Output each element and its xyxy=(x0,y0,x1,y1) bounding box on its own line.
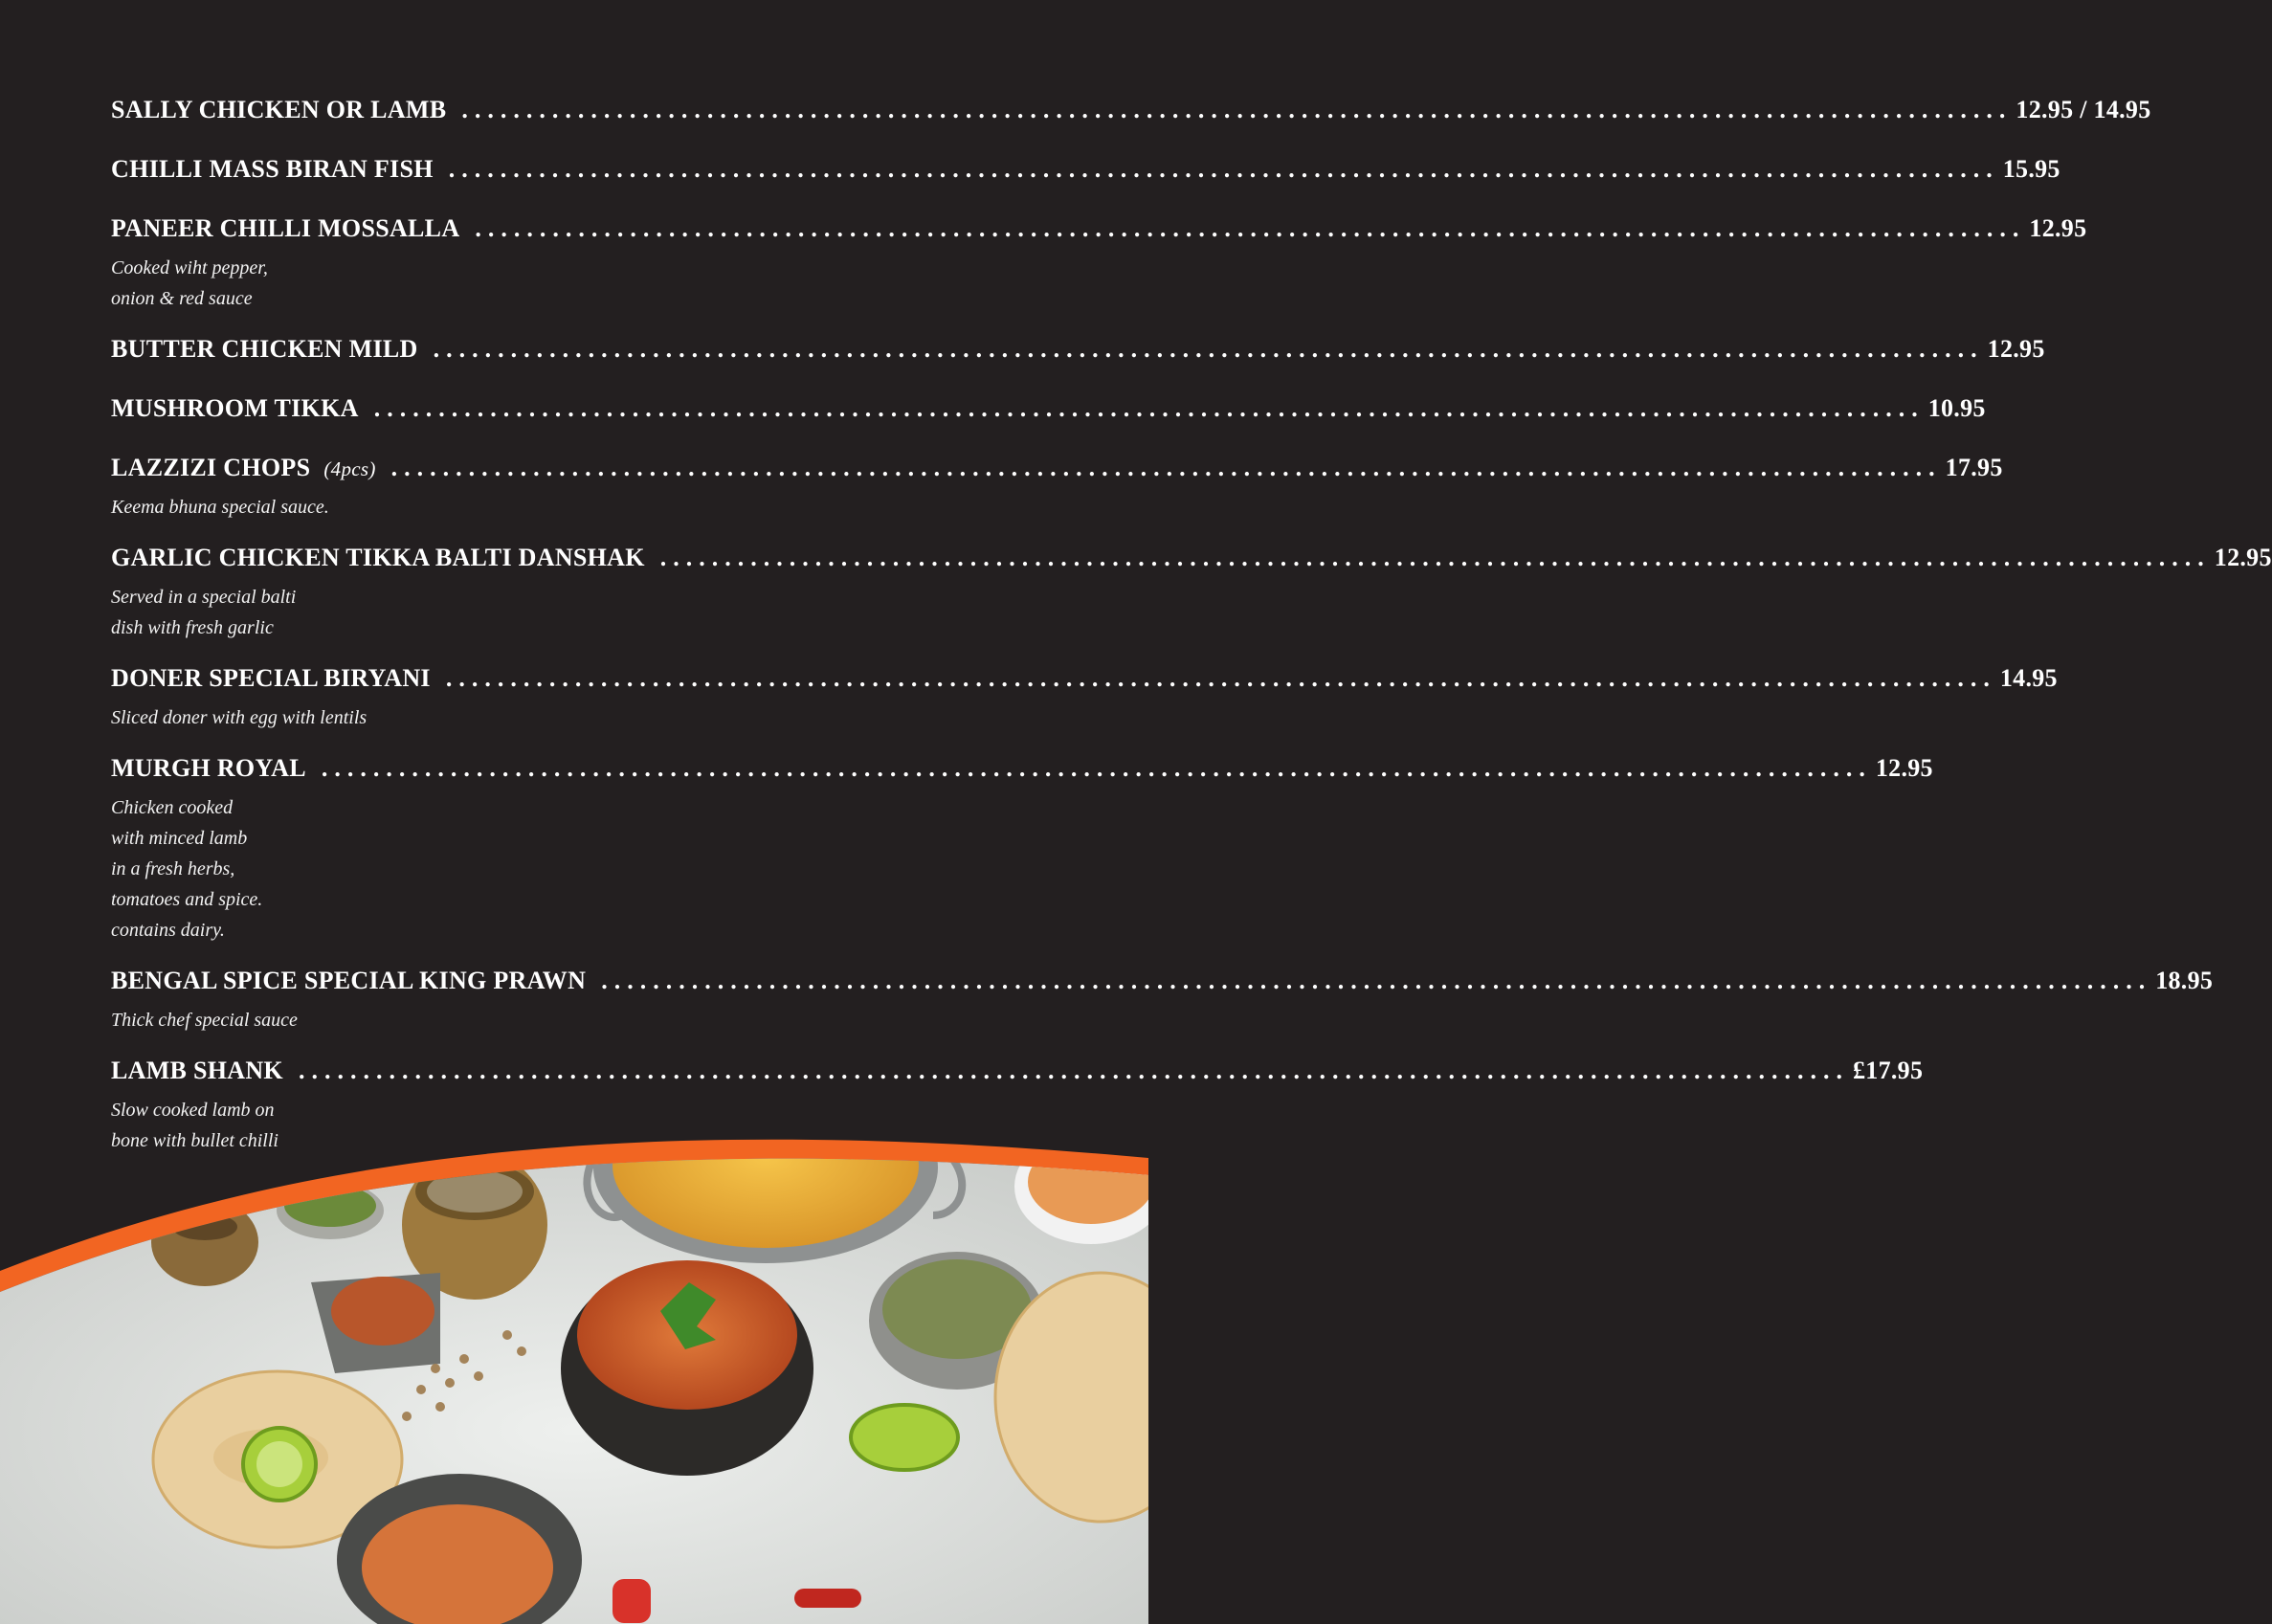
description-line: Thick chef special sauce xyxy=(111,1010,298,1031)
description-line: bone with bullet chilli xyxy=(111,1130,278,1151)
menu-item-row xyxy=(111,394,1986,433)
dish-name: SALLY CHICKEN OR LAMB xyxy=(111,96,447,123)
dish-price: 12.95 xyxy=(2029,214,2087,242)
dish-price: 10.95 xyxy=(1927,394,1986,422)
food-photo xyxy=(0,1139,1148,1624)
dot-leader: ........................................................................................................................ xyxy=(433,335,1984,363)
menu-item xyxy=(111,96,2151,134)
description-line: with minced lamb xyxy=(111,828,248,849)
dish-name: PANEER CHILLI MOSSALLA xyxy=(111,214,460,242)
description-line: dish with fresh garlic xyxy=(111,617,274,638)
dish-name: LAZZIZI CHOPS xyxy=(111,454,311,481)
dish-price: 12.95 xyxy=(1987,335,2045,363)
description-line: contains dairy. xyxy=(111,920,225,941)
menu-item xyxy=(111,214,2087,314)
description-line: Chicken cooked xyxy=(111,797,234,818)
dot-leader: ........................................................................................................................ xyxy=(390,454,1942,481)
description-line: in a fresh herbs, xyxy=(111,858,235,879)
dish-description xyxy=(111,702,417,733)
dish-quantity: (4pcs) xyxy=(323,457,376,480)
menu-item-row xyxy=(111,1057,1924,1095)
dot-leader: ........................................................................................................................ xyxy=(659,544,2211,571)
dish-price: 17.95 xyxy=(1945,454,2003,481)
dot-leader: ........................................................................................................................ xyxy=(321,754,1872,782)
dot-leader: ........................................................................................................................ xyxy=(448,155,1999,183)
dot-leader: ........................................................................................................................ xyxy=(461,96,2013,123)
dish-description xyxy=(111,792,417,945)
menu-list xyxy=(111,96,2272,1177)
menu-item-row xyxy=(111,544,2272,582)
dish-description xyxy=(111,492,417,523)
menu-item xyxy=(111,967,2214,1035)
dot-leader: ........................................................................................................................ xyxy=(373,394,1925,422)
dish-price: 18.95 xyxy=(2155,967,2214,994)
dish-description xyxy=(111,1005,417,1035)
menu-item xyxy=(111,454,2003,523)
dish-name: GARLIC CHICKEN TIKKA BALTI DANSHAK xyxy=(111,544,645,571)
description-line: Sliced doner with egg with lentils xyxy=(111,707,368,728)
dish-name: BUTTER CHICKEN MILD xyxy=(111,335,418,363)
dish-description xyxy=(111,582,417,643)
dish-name: MUSHROOM TIKKA xyxy=(111,394,359,422)
dish-name: LAMB SHANK xyxy=(111,1057,283,1084)
dish-description xyxy=(111,253,417,314)
menu-item-row xyxy=(111,96,2151,134)
menu-item xyxy=(111,155,2060,193)
description-line: tomatoes and spice. xyxy=(111,889,263,910)
menu-item xyxy=(111,335,2045,373)
description-line: onion & red sauce xyxy=(111,288,253,309)
description-line: Slow cooked lamb on xyxy=(111,1100,275,1121)
dish-price: 12.95 xyxy=(2214,544,2272,571)
dish-price: 15.95 xyxy=(2002,155,2060,183)
dish-price: 12.95 / 14.95 xyxy=(2016,96,2151,123)
dot-leader: ........................................................................................................................ xyxy=(298,1057,1849,1084)
menu-item xyxy=(111,544,2272,643)
menu-item xyxy=(111,754,1933,945)
menu-item-row xyxy=(111,754,1933,792)
dish-price: 12.95 xyxy=(1875,754,1933,782)
dish-price: £17.95 xyxy=(1852,1057,1924,1084)
description-line: Cooked wiht pepper, xyxy=(111,257,268,278)
menu-item-row xyxy=(111,335,2045,373)
dot-leader: ........................................................................................................................ xyxy=(475,214,2026,242)
menu-item xyxy=(111,664,2058,733)
menu-item-row xyxy=(111,664,2058,702)
menu-item-row xyxy=(111,155,2060,193)
description-line: Keema bhuna special sauce. xyxy=(111,497,329,518)
menu-item-row xyxy=(111,214,2087,253)
dish-name: MURGH ROYAL xyxy=(111,754,306,782)
menu-item-row xyxy=(111,454,2003,492)
dish-name: CHILLI MASS BIRAN FISH xyxy=(111,155,434,183)
dish-name: BENGAL SPICE SPECIAL KING PRAWN xyxy=(111,967,587,994)
dot-leader: ........................................................................................................................ xyxy=(445,664,1996,692)
dish-name: DONER SPECIAL BIRYANI xyxy=(111,664,431,692)
chili-powder xyxy=(331,1277,434,1346)
menu-item xyxy=(111,394,1986,433)
description-line: Served in a special balti xyxy=(111,587,297,608)
dish-price: 14.95 xyxy=(1999,664,2058,692)
dot-leader: ........................................................................................................................ xyxy=(601,967,2152,994)
menu-item-row xyxy=(111,967,2214,1005)
